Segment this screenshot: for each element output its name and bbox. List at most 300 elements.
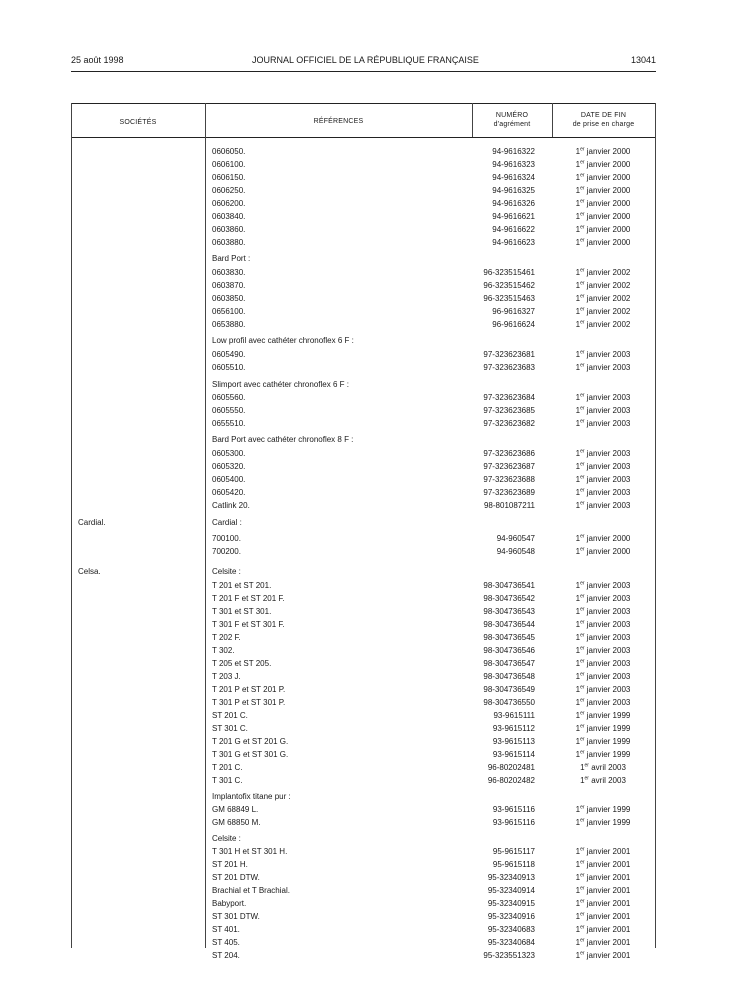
date-month-year: janvier 1999	[586, 750, 631, 759]
date-ordinal: er	[580, 546, 585, 553]
date-ordinal: er	[580, 146, 585, 153]
journal-title: JOURNAL OFFICIEL DE LA RÉPUBLIQUE FRANÇAISE	[252, 55, 479, 65]
cell-date	[558, 362, 648, 374]
date-day: 1	[575, 225, 581, 234]
date-month-year: janvier 2003	[586, 581, 631, 590]
cell-date	[558, 736, 648, 748]
table-row	[0, 319, 731, 331]
date-month-year: janvier 2001	[586, 925, 631, 934]
cell-date	[558, 349, 648, 361]
table-row	[0, 736, 731, 748]
date-month-year: janvier 2001	[586, 938, 631, 947]
table-row	[0, 306, 731, 318]
cell-reference: 0606050.	[212, 147, 246, 156]
table-row	[0, 335, 731, 347]
date-ordinal: er	[580, 533, 585, 540]
table-row	[0, 280, 731, 292]
date-ordinal: er	[580, 671, 585, 678]
date-month-year: avril 2003	[591, 776, 626, 785]
table-row	[0, 566, 731, 578]
date-day: 1	[575, 363, 581, 372]
cell-numero: 98-304736550	[483, 698, 535, 707]
cell-reference: Babyport.	[212, 899, 247, 908]
cell-numero: 94-9616323	[492, 160, 535, 169]
date-month-year: janvier 2000	[586, 199, 631, 208]
cell-numero: 97-323623684	[483, 393, 535, 402]
cell-date	[558, 684, 648, 696]
date-ordinal: er	[580, 185, 585, 192]
date-day: 1	[580, 763, 585, 772]
table-row	[0, 937, 731, 949]
cell-reference: 0603830.	[212, 268, 246, 277]
cell-reference: Celsite :	[212, 834, 241, 843]
cell-numero: 94-9616324	[492, 173, 535, 182]
table-row	[0, 898, 731, 910]
cell-date	[558, 474, 648, 486]
cell-numero: 95-32340914	[487, 886, 535, 895]
cell-reference: 0605320.	[212, 462, 246, 471]
cell-date	[558, 697, 648, 709]
date-month-year: janvier 2003	[586, 620, 631, 629]
cell-reference: 0606250.	[212, 186, 246, 195]
col-header-societes: SOCIÉTÉS	[119, 119, 157, 126]
date-ordinal: er	[580, 898, 585, 905]
cell-reference: 0605420.	[212, 488, 246, 497]
table-row	[0, 859, 731, 871]
cell-reference: ST 204.	[212, 951, 240, 960]
date-month-year: janvier 2000	[586, 547, 631, 556]
date-day: 1	[575, 724, 581, 733]
date-ordinal: er	[580, 723, 585, 730]
cell-reference: 0656100.	[212, 307, 246, 316]
date-day: 1	[575, 750, 581, 759]
table-row	[0, 448, 731, 460]
cell-numero: 96-80202481	[487, 763, 535, 772]
cell-reference: T 205 et ST 205.	[212, 659, 272, 668]
table-row	[0, 392, 731, 404]
cell-date	[558, 619, 648, 631]
cell-date	[558, 211, 648, 223]
cell-numero: 97-323623685	[483, 406, 535, 415]
date-day: 1	[575, 646, 581, 655]
cell-date	[558, 846, 648, 858]
date-day: 1	[575, 173, 581, 182]
date-ordinal: er	[580, 405, 585, 412]
date-month-year: janvier 2000	[586, 147, 631, 156]
date-month-year: janvier 2003	[586, 363, 631, 372]
date-month-year: janvier 2003	[586, 698, 631, 707]
cell-date	[558, 723, 648, 735]
cell-numero: 98-304736542	[483, 594, 535, 603]
cell-reference: Bard Port :	[212, 254, 251, 263]
cell-reference: T 201 et ST 201.	[212, 581, 272, 590]
cell-date	[558, 710, 648, 722]
cell-date	[558, 448, 648, 460]
date-ordinal: er	[580, 461, 585, 468]
date-month-year: janvier 1999	[586, 818, 631, 827]
date-day: 1	[575, 951, 581, 960]
date-ordinal: er	[580, 911, 585, 918]
cell-date	[558, 533, 648, 545]
cell-numero: 96-323515463	[483, 294, 535, 303]
table-row	[0, 362, 731, 374]
date-day: 1	[575, 419, 581, 428]
date-day: 1	[575, 307, 581, 316]
date-day: 1	[575, 659, 581, 668]
table-row	[0, 224, 731, 236]
cell-date	[558, 911, 648, 923]
date-day: 1	[575, 711, 581, 720]
date-day: 1	[575, 238, 581, 247]
cell-reference: Implantofix titane pur :	[212, 792, 291, 801]
cell-date	[558, 392, 648, 404]
cell-numero: 93-9615111	[493, 711, 535, 720]
cell-date	[558, 237, 648, 249]
date-ordinal: er	[580, 924, 585, 931]
date-day: 1	[575, 594, 581, 603]
cell-date	[558, 487, 648, 499]
cell-date	[558, 224, 648, 236]
cell-date	[558, 859, 648, 871]
cell-numero: 97-323623682	[483, 419, 535, 428]
cell-date	[558, 461, 648, 473]
date-month-year: janvier 2003	[586, 659, 631, 668]
date-day: 1	[575, 912, 581, 921]
cell-numero: 96-323515462	[483, 281, 535, 290]
date-day: 1	[575, 805, 581, 814]
date-day: 1	[575, 501, 581, 510]
cell-reference: ST 201 C.	[212, 711, 248, 720]
date-ordinal: er	[580, 267, 585, 274]
cell-date	[558, 267, 648, 279]
date-month-year: janvier 2002	[586, 281, 631, 290]
date-month-year: janvier 2003	[586, 633, 631, 642]
date-day: 1	[575, 186, 581, 195]
date-ordinal: er	[580, 474, 585, 481]
date-day: 1	[575, 294, 581, 303]
cell-reference: 0606150.	[212, 173, 246, 182]
table-row	[0, 487, 731, 499]
cell-numero: 98-304736543	[483, 607, 535, 616]
table-row	[0, 461, 731, 473]
date-ordinal: er	[580, 593, 585, 600]
date-month-year: janvier 2003	[586, 419, 631, 428]
date-day: 1	[575, 847, 581, 856]
cell-reference: 0653880.	[212, 320, 246, 329]
date-day: 1	[575, 581, 581, 590]
table-row	[0, 418, 731, 430]
date-month-year: avril 2003	[591, 763, 626, 772]
header-rule	[71, 71, 656, 72]
cell-reference: Brachial et T Brachial.	[212, 886, 290, 895]
cell-reference: ST 301 DTW.	[212, 912, 260, 921]
date-ordinal: er	[580, 817, 585, 824]
table-row	[0, 924, 731, 936]
date-ordinal: er	[580, 448, 585, 455]
page-number: 13041	[630, 55, 656, 65]
cell-reference: 0606200.	[212, 199, 246, 208]
cell-reference: 0605400.	[212, 475, 246, 484]
table-row	[0, 710, 731, 722]
date-month-year: janvier 2001	[586, 899, 631, 908]
date-ordinal: er	[580, 211, 585, 218]
date-month-year: janvier 2000	[586, 186, 631, 195]
cell-date	[558, 937, 648, 949]
cell-date	[558, 418, 648, 430]
date-day: 1	[575, 393, 581, 402]
cell-reference: Catlink 20.	[212, 501, 250, 510]
cell-reference: Bard Port avec cathéter chronoflex 8 F :	[212, 435, 354, 444]
date-ordinal: er	[580, 198, 585, 205]
cell-reference: 0605550.	[212, 406, 246, 415]
date-day: 1	[575, 406, 581, 415]
cell-reference: Low profil avec cathéter chronoflex 6 F :	[212, 336, 354, 345]
table-row	[0, 533, 731, 545]
table-row	[0, 911, 731, 923]
col-header-date-line1: DATE DE FIN	[580, 112, 627, 119]
table-row	[0, 872, 731, 884]
date-day: 1	[575, 147, 581, 156]
date-month-year: janvier 2003	[586, 350, 631, 359]
cell-date	[558, 749, 648, 761]
table-row	[0, 645, 731, 657]
cell-date	[558, 645, 648, 657]
table-row	[0, 804, 731, 816]
cell-date	[558, 775, 648, 787]
cell-numero: 96-9616327	[492, 307, 535, 316]
table-row	[0, 379, 731, 391]
date-ordinal: er	[580, 606, 585, 613]
date-day: 1	[575, 698, 581, 707]
date-day: 1	[575, 281, 581, 290]
date-month-year: janvier 2001	[586, 860, 631, 869]
date-ordinal: er	[580, 684, 585, 691]
table-row	[0, 697, 731, 709]
cell-numero: 96-9616624	[492, 320, 535, 329]
date-month-year: janvier 2001	[586, 847, 631, 856]
cell-numero: 98-304736548	[483, 672, 535, 681]
cell-numero: 96-323515461	[483, 268, 535, 277]
cell-reference: GM 68850 M.	[212, 818, 261, 827]
date-ordinal: er	[580, 697, 585, 704]
date-day: 1	[575, 320, 581, 329]
date-month-year: janvier 2001	[586, 951, 631, 960]
table-row	[0, 293, 731, 305]
date-day: 1	[575, 488, 581, 497]
cell-numero: 97-323623688	[483, 475, 535, 484]
cell-numero: 98-304736545	[483, 633, 535, 642]
cell-reference: T 201 G et ST 201 G.	[212, 737, 289, 746]
date-ordinal: er	[580, 500, 585, 507]
cell-reference: 0603850.	[212, 294, 246, 303]
cell-reference: T 301 G et ST 301 G.	[212, 750, 289, 759]
cell-date	[558, 671, 648, 683]
date-month-year: janvier 2000	[586, 225, 631, 234]
cell-numero: 98-304736546	[483, 646, 535, 655]
col-header-numero-line2: d'agrément	[493, 121, 531, 128]
date-day: 1	[575, 886, 581, 895]
table-row	[0, 211, 731, 223]
cell-reference: 0605300.	[212, 449, 246, 458]
cell-reference: 0603840.	[212, 212, 246, 221]
table-row	[0, 723, 731, 735]
cell-numero: 93-9615113	[492, 737, 535, 746]
cell-numero: 94-960548	[496, 547, 535, 556]
date-ordinal: er	[580, 619, 585, 626]
date-ordinal: er	[580, 392, 585, 399]
date-ordinal: er	[580, 362, 585, 369]
date-day: 1	[575, 633, 581, 642]
table-row	[0, 185, 731, 197]
date-ordinal: er	[580, 580, 585, 587]
date-ordinal: er	[580, 736, 585, 743]
cell-numero: 97-323623687	[483, 462, 535, 471]
cell-date	[558, 804, 648, 816]
cell-societe: Celsa.	[78, 567, 101, 576]
date-ordinal: er	[580, 885, 585, 892]
cell-reference: Slimport avec cathéter chronoflex 6 F :	[212, 380, 349, 389]
date-month-year: janvier 2003	[586, 672, 631, 681]
date-month-year: janvier 2003	[586, 393, 631, 402]
cell-reference: 700100.	[212, 534, 241, 543]
date-ordinal: er	[580, 293, 585, 300]
date-day: 1	[575, 475, 581, 484]
table-row	[0, 146, 731, 158]
date-month-year: janvier 2003	[586, 462, 631, 471]
cell-numero: 95-323551323	[483, 951, 535, 960]
date-day: 1	[575, 212, 581, 221]
date-ordinal: er	[580, 872, 585, 879]
table-row	[0, 658, 731, 670]
cell-numero: 95-32340916	[487, 912, 535, 921]
date-ordinal: er	[580, 306, 585, 313]
cell-numero: 95-9615117	[492, 847, 535, 856]
table-row	[0, 791, 731, 803]
cell-numero: 94-9616322	[492, 147, 535, 156]
table-row	[0, 405, 731, 417]
cell-numero: 95-9615118	[492, 860, 535, 869]
table-row	[0, 593, 731, 605]
cell-reference: ST 401.	[212, 925, 240, 934]
cell-numero: 97-323623683	[483, 363, 535, 372]
date-day: 1	[575, 462, 581, 471]
date-month-year: janvier 2003	[586, 488, 631, 497]
cell-numero: 97-323623686	[483, 449, 535, 458]
cell-reference: ST 405.	[212, 938, 240, 947]
date-month-year: janvier 2003	[586, 646, 631, 655]
date-month-year: janvier 2000	[586, 534, 631, 543]
cell-reference: T 301 et ST 301.	[212, 607, 272, 616]
cell-reference: Celsite :	[212, 567, 241, 576]
date-day: 1	[575, 449, 581, 458]
date-day: 1	[575, 268, 581, 277]
table-row	[0, 500, 731, 512]
table-header-bottom-border	[71, 137, 656, 138]
cell-reference: 0603860.	[212, 225, 246, 234]
cell-numero: 97-323623689	[483, 488, 535, 497]
date-month-year: janvier 2001	[586, 886, 631, 895]
cell-numero: 93-9615116	[492, 805, 535, 814]
table-row	[0, 671, 731, 683]
cell-numero: 95-32340915	[487, 899, 535, 908]
date-month-year: janvier 2002	[586, 268, 631, 277]
cell-numero: 98-304736544	[483, 620, 535, 629]
table-row	[0, 517, 731, 529]
date-month-year: janvier 2000	[586, 212, 631, 221]
cell-numero: 97-323623681	[483, 350, 535, 359]
table-row	[0, 619, 731, 631]
cell-societe: Cardial.	[78, 518, 106, 527]
date-month-year: janvier 1999	[586, 724, 631, 733]
cell-reference: 700200.	[212, 547, 241, 556]
date-month-year: janvier 1999	[586, 711, 631, 720]
date-month-year: janvier 2000	[586, 160, 631, 169]
date-day: 1	[575, 737, 581, 746]
table-row	[0, 434, 731, 446]
cell-date	[558, 898, 648, 910]
cell-numero: 94-9616326	[492, 199, 535, 208]
cell-date	[558, 500, 648, 512]
cell-numero: 95-32340913	[487, 873, 535, 882]
cell-numero: 94-9616622	[492, 225, 535, 234]
cell-reference: 0603880.	[212, 238, 246, 247]
cell-date	[558, 146, 648, 158]
date-month-year: janvier 2003	[586, 594, 631, 603]
cell-date	[558, 950, 648, 962]
table-row	[0, 159, 731, 171]
cell-date	[558, 172, 648, 184]
col-header-numero-line1: NUMÉRO	[495, 112, 529, 119]
date-month-year: janvier 2003	[586, 406, 631, 415]
date-day: 1	[575, 818, 581, 827]
cell-numero: 93-9615112	[492, 724, 535, 733]
cell-reference: T 301 H et ST 301 H.	[212, 847, 288, 856]
cell-reference: T 201 F et ST 201 F.	[212, 594, 285, 603]
date-month-year: janvier 2000	[586, 238, 631, 247]
date-day: 1	[575, 925, 581, 934]
date-ordinal: er	[580, 159, 585, 166]
table-row	[0, 267, 731, 279]
date-day: 1	[575, 607, 581, 616]
cell-reference: 0605560.	[212, 393, 246, 402]
table-row	[0, 198, 731, 210]
cell-reference: T 201 C.	[212, 763, 243, 772]
cell-reference: ST 201 DTW.	[212, 873, 260, 882]
cell-date	[558, 198, 648, 210]
cell-date	[558, 872, 648, 884]
date-month-year: janvier 2003	[586, 449, 631, 458]
col-header-date-line2: de prise en charge	[572, 121, 635, 128]
date-month-year: janvier 2002	[586, 307, 631, 316]
table-row	[0, 775, 731, 787]
cell-reference: 0606100.	[212, 160, 246, 169]
table-row	[0, 950, 731, 962]
cell-date	[558, 319, 648, 331]
date-month-year: janvier 2001	[586, 912, 631, 921]
date-month-year: janvier 1999	[586, 737, 631, 746]
date-month-year: janvier 2001	[586, 873, 631, 882]
date-ordinal: er	[580, 645, 585, 652]
date-ordinal: er	[580, 172, 585, 179]
table-row	[0, 846, 731, 858]
date-ordinal: er	[584, 762, 589, 769]
date-ordinal: er	[580, 859, 585, 866]
cell-reference: GM 68849 L.	[212, 805, 259, 814]
date-ordinal: er	[580, 487, 585, 494]
date-ordinal: er	[580, 319, 585, 326]
table-row	[0, 349, 731, 361]
cell-reference: ST 201 H.	[212, 860, 248, 869]
